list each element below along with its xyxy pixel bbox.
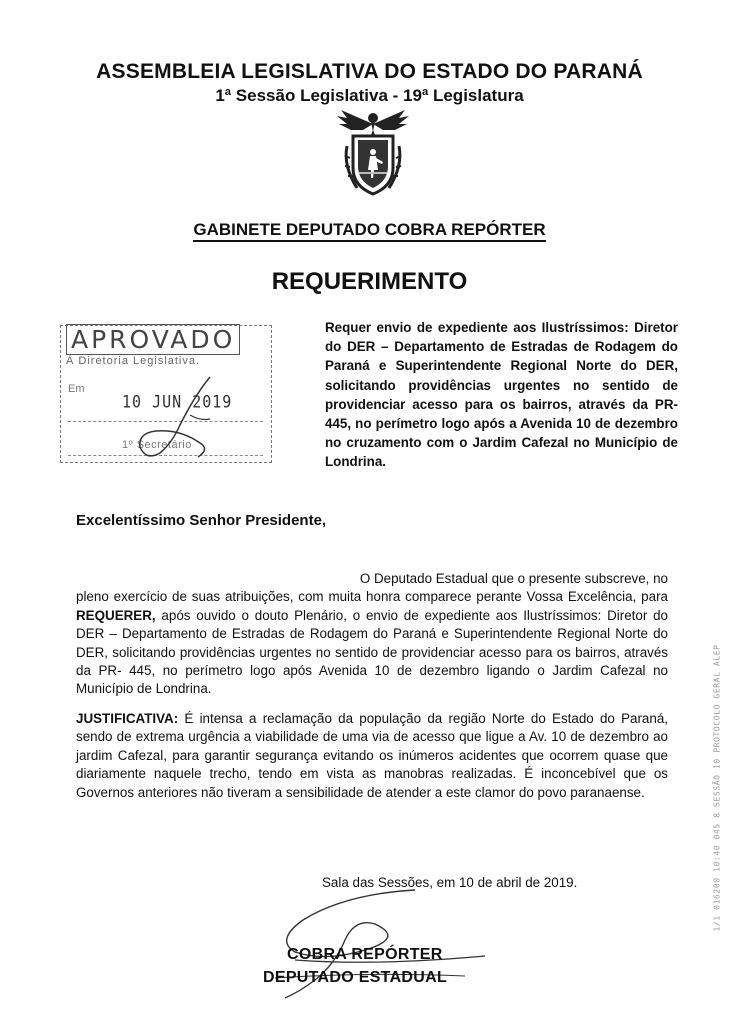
office-heading-text: GABINETE DEPUTADO COBRA REPÓRTER bbox=[193, 220, 545, 242]
protocol-margin-text: 1/1 016200 10:40 045 8 SESSÃO 10 PROTOCOLO GERAL ALEP bbox=[712, 644, 722, 932]
stamp-status-text: APROVADO bbox=[66, 324, 240, 355]
request-paragraph-indent: O Deputado Estadual que o presente subscreve, no bbox=[359, 571, 668, 586]
document-title: REQUERIMENTO bbox=[271, 268, 468, 295]
session-subtitle: 1ª Sessão Legislativa - 19ª Legislatura bbox=[215, 86, 524, 105]
justification-text: É intensa a reclamação da população da região Norte do Estado do Paraná, sendo de extrema urgência a viabilidade de uma via de acesso que ligue a Av. 10 de dezembro ao jardim Cafezal, para garantir segurança evitando os inúmeros acidentes que ocorrem quase que diariamente naquele trecho, tendo em vista as manobras realizadas. É inconcebível que os Governos anteriores não tiveram a sensibilidade de atender a este clamor do povo paranaense. bbox=[76, 711, 668, 800]
justification-paragraph bbox=[76, 710, 668, 802]
signer-role: DEPUTADO ESTADUAL bbox=[263, 969, 448, 986]
salutation: Excelentíssimo Senhor Presidente, bbox=[76, 512, 327, 529]
stamp-directory: À Diretoria Legislativa. bbox=[66, 355, 201, 367]
request-paragraph bbox=[76, 570, 668, 699]
place-date: Sala das Sessões, em 10 de abril de 2019. bbox=[322, 875, 578, 890]
assembly-title: ASSEMBLEIA LEGISLATIVA DO ESTADO DO PARANÁ bbox=[96, 60, 643, 83]
stamp-secretary: 1º Secretário bbox=[122, 439, 192, 451]
stamp-date: 10 JUN 2019 bbox=[122, 391, 233, 413]
justification-label: JUSTIFICATIVA: bbox=[76, 711, 179, 726]
protocol-margin-stamp bbox=[704, 610, 724, 940]
office-heading bbox=[0, 220, 739, 240]
stamp-handwritten-signature bbox=[60, 325, 272, 465]
request-paragraph-text-a: pleno exercício de suas atribuições, com muita honra comparece perante Vossa Excelência, para bbox=[76, 589, 668, 605]
parana-coat-of-arms-icon bbox=[333, 106, 413, 198]
approval-stamp bbox=[60, 325, 272, 463]
request-summary: Requer envio de expediente aos Ilustríssimos: Diretor do DER – Departamento de Estradas de Rodagem do Paraná e Superintendente Regional Norte do DER, solicitando providências urgentes no sentido de providenciar acesso para os bairros, através da PR- 445, no perímetro logo após a Avenida 10 de dezembro no cruzamento com o Jardim Cafezal no Município de Londrina. bbox=[325, 320, 678, 470]
request-keyword: REQUERER, bbox=[76, 607, 156, 623]
stamp-em-label: Em bbox=[68, 383, 85, 395]
handwritten-signature bbox=[255, 880, 515, 1010]
signer-name: COBRA REPÓRTER bbox=[287, 946, 443, 963]
request-paragraph-text-b: após ouvido o douto Plenário, o envio de expediente aos Ilustríssimos: Diretor do DER – Departamento de Estradas de Rodagem do Paraná e Superintendente Regional Norte do DER, solicitando providências urgentes no sentido de providenciar acesso para os bairros, através da PR- 445, no perímetro logo após Avenida 10 de dezembro ligando o Jardim Cafezal no Município de Londrina. bbox=[76, 607, 668, 697]
